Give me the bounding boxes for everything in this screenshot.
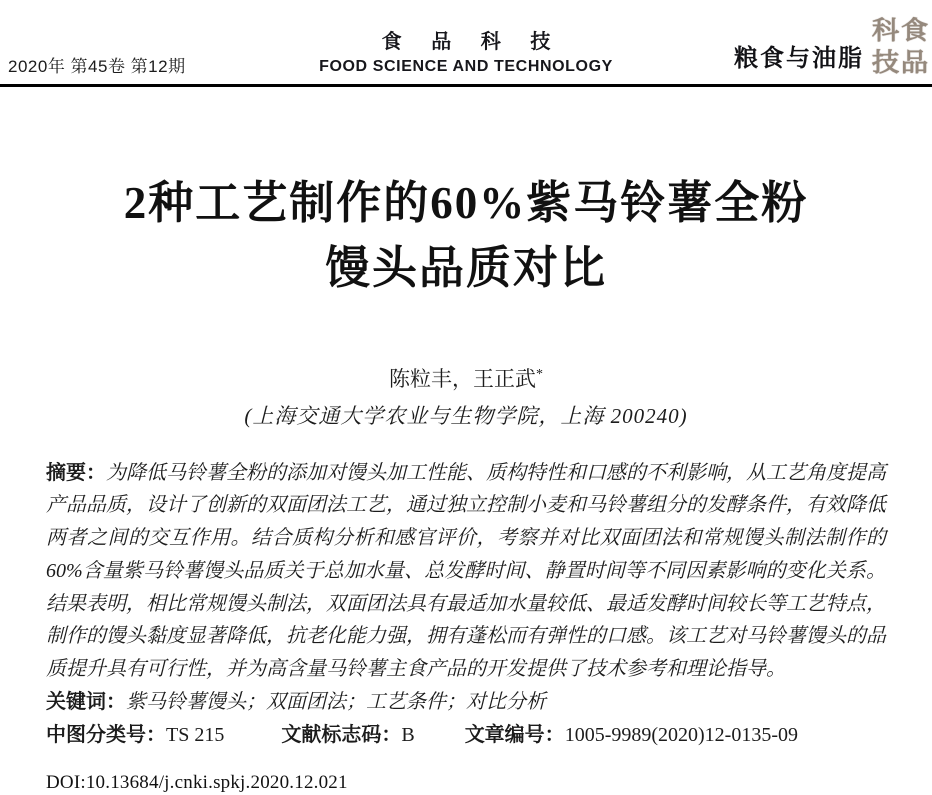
seal-char: 技 (871, 48, 900, 78)
authors (0, 363, 932, 393)
article-no-value: 1005-9989(2020)12-0135-09 (564, 723, 798, 746)
corresponding-author-marker: * (536, 366, 543, 382)
abstract-label: 摘要： (46, 461, 106, 484)
affiliation: (上海交通大学农业与生物学院，上海 200240) (244, 403, 688, 428)
keywords-text: 紫马铃薯馒头；双面团法；工艺条件；对比分析 (126, 691, 546, 714)
article-title-line1: 2种工艺制作的60%紫马铃薯全粉 (123, 177, 809, 228)
clc-label: 中图分类号： (46, 723, 166, 746)
header-divider (0, 84, 932, 87)
abstract-text: 为降低马铃薯全粉的添加对馒头加工性能、质构特性和口感的不利影响，从工艺角度提高产品品质，设计了创新的双面团法工艺，通过独立控制小麦和马铃薯组分的发酵条件，有效降低两者之间的交互作用。结合质构分析和感官评价，考察并对比双面团法和常规馒头制法制作的60%含量紫马铃薯馒头品质关于总加水量、总发酵时间、静置时间等不同因素影响的变化关系。结果表明，相比常规馒头制法，双面团法具有最适加水量较低、最适发酵时间较长等工艺特点，制作的馒头黏度显著降低，抗老化能力强，拥有蓬松而有弹性的口感。该工艺对马铃薯馒头的品质提升具有可行性，并为高含量马铃薯主食产品的开发提供了技术参考和理论指导。 (46, 461, 886, 681)
keywords-label: 关键词： (46, 691, 126, 714)
author-names: 陈粒丰，王正武 (389, 366, 536, 391)
doc-code-label: 文献标志码： (281, 723, 402, 746)
clc-value: TS 215 (166, 723, 225, 746)
article-title (0, 171, 932, 301)
journal-name-cn: 食 品 科 技 (381, 31, 563, 53)
doi: DOI:10.13684/j.cnki.spkj.2020.12.021 (46, 771, 348, 793)
journal-name-en: FOOD SCIENCE AND TECHNOLOGY (319, 58, 613, 75)
seal-char: 科 (871, 16, 900, 46)
abstract (46, 457, 886, 687)
journal-header (0, 0, 932, 84)
seal-char: 食 (900, 16, 929, 46)
classification-line (46, 719, 886, 752)
keywords (46, 686, 886, 719)
column-name: 粮食与油脂 (734, 45, 864, 72)
seal-char: 品 (900, 48, 929, 78)
article-title-line2: 馒头品质对比 (324, 242, 607, 293)
doc-code-value: B (401, 723, 415, 746)
article-meta (46, 457, 886, 752)
issue-info: 2020年 第45卷 第12期 (8, 57, 186, 76)
journal-seal-icon (871, 15, 929, 79)
article-no-label: 文章编号： (464, 723, 565, 746)
